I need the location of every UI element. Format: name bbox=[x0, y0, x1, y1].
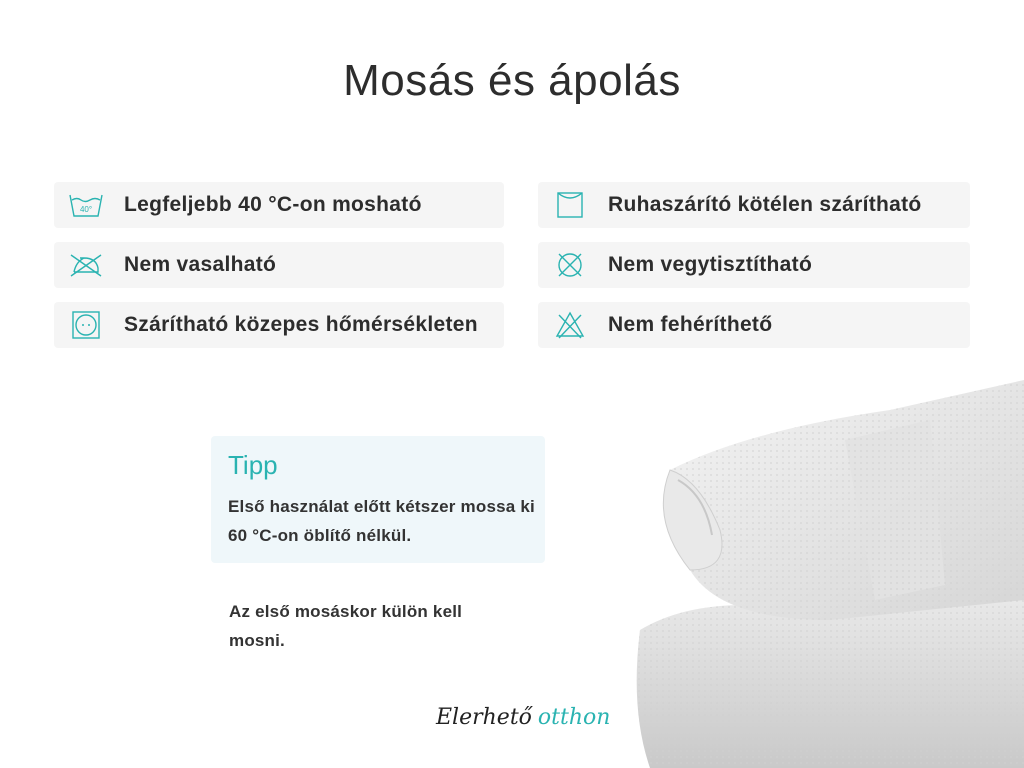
care-label: Legfeljebb 40 °C-on mosható bbox=[124, 193, 422, 216]
tip-title: Tipp bbox=[228, 450, 278, 480]
wash-separately-note: Az első mosáskor külön kell mosni. bbox=[229, 602, 463, 650]
wash-temp-text: 40° bbox=[79, 205, 93, 214]
no-iron-icon bbox=[68, 250, 104, 280]
care-label: Nem fehéríthető bbox=[608, 313, 773, 336]
care-item-line-dry bbox=[538, 182, 970, 228]
wash-40-icon bbox=[68, 190, 104, 220]
care-item-no-dry-clean bbox=[538, 242, 970, 288]
brand-logo bbox=[436, 705, 610, 730]
care-item-no-bleach bbox=[538, 302, 970, 348]
care-label: Nem vegytisztítható bbox=[608, 253, 813, 276]
towel-image bbox=[630, 370, 1024, 768]
line-dry-icon bbox=[552, 190, 588, 220]
brand-logo-part1: Elerhető bbox=[436, 705, 532, 730]
care-item-wash-40 bbox=[54, 182, 504, 228]
page-title: Mosás és ápolás bbox=[343, 56, 681, 105]
tip-box bbox=[211, 436, 545, 563]
care-item-tumble-dry bbox=[54, 302, 504, 348]
care-label: Szárítható közepes hőmérsékleten bbox=[124, 313, 478, 336]
brand-logo-part2: otthon bbox=[537, 705, 611, 730]
care-label: Ruhaszárító kötélen szárítható bbox=[608, 193, 922, 216]
no-dry-clean-icon bbox=[552, 250, 588, 280]
tip-text: Első használat előtt kétszer mossa ki 60 °C-on öblítő nélkül. bbox=[228, 497, 535, 545]
no-bleach-icon bbox=[552, 310, 588, 340]
care-label: Nem vasalható bbox=[124, 253, 277, 276]
tumble-dry-medium-icon bbox=[68, 310, 104, 340]
care-item-no-iron bbox=[54, 242, 504, 288]
